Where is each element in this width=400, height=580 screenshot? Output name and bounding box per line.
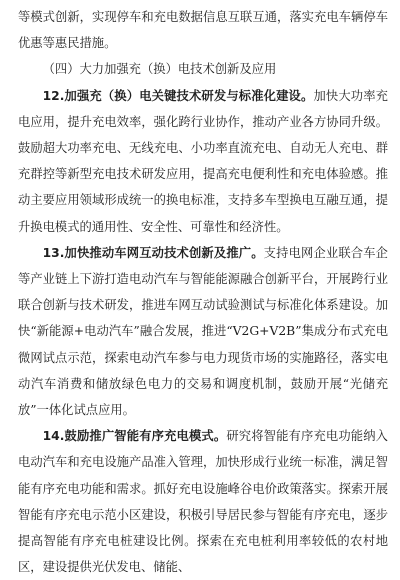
- section-heading: （四）大力加强充（换）电技术创新及应用: [42, 62, 277, 77]
- item-12-lead: 12.加强充（换）电关键技术研发与标准化建设。: [42, 88, 314, 103]
- item-13-paragraph: [18, 240, 388, 423]
- item-13-body: 支持电网企业联合车企等产业链上下游打造电动汽车与智能能源融合创新平台，开展跨行业联合创新与技术研发，推进车网互动试验测试与标准化体系建设。加快“新能源+电动汽车”融合发展，推进“V2G+V2B”集成分布式充电微网试点示范，探索电动汽车参与电力现货市场的实施路径，落实电动汽车消费和储放绿色电力的交易和调度机制，鼓励开展“光储充放”一体化试点应用。: [18, 245, 388, 418]
- item-14-lead: 14.鼓励推广智能有序充电模式。: [42, 429, 227, 444]
- item-13-lead: 13.加快推动车网互动技术创新及推广。: [42, 245, 264, 260]
- item-14-body: 研究将智能有序充电功能纳入电动汽车和充电设施产品准入管理，加快形成行业统一标准，满足智能有序充电功能和需求。抓好充电设施峰谷电价政策落实。探索开展智能有序充电示范小区建设，积极引导居民参与智能有序充电，逐步提高智能有序充电桩建设比例。探索在充电桩利用率较低的农村地区，建设提供光伏发电、储能、: [18, 429, 388, 575]
- item-14-paragraph: [18, 423, 388, 580]
- item-12-body: 加快大功率充电应用，提升充电效率，强化跨行业协作，推动产业各方协同升级。鼓励超大功率充电、无线充电、小功率直流充电、自动无人充电、群充群控等新型充电技术研发应用，提高充电便利性和充电体验感。推动主要应用领域形成统一的换电标准，支持多车型换电互融互通，提升换电模式的通用性、安全性、可靠性和经济性。: [18, 88, 388, 234]
- item-12-paragraph: [18, 83, 388, 240]
- intro-paragraph: 等模式创新，实现停车和充电数据信息互联互通，落实充电车辆停车优惠等惠民措施。: [18, 10, 388, 51]
